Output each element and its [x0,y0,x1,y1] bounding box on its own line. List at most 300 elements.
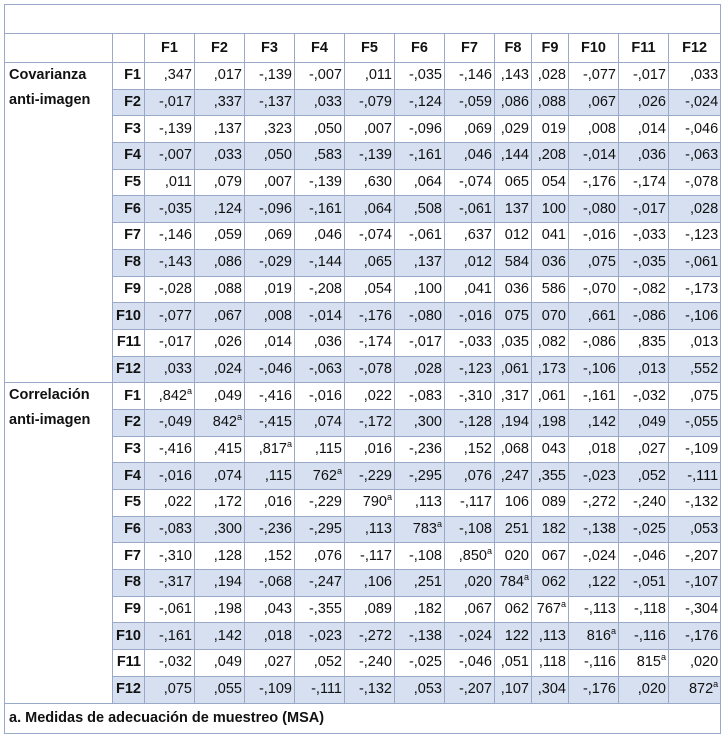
matrix-cell: ,018 [569,436,619,463]
matrix-cell: -,070 [569,276,619,303]
matrix-cell: -,025 [619,516,669,543]
matrix-cell: -,146 [145,223,195,250]
matrix-cell: 816$^a$ [569,623,619,650]
matrix-cell: ,065 [345,249,395,276]
row-label: F2 [113,89,145,116]
matrix-cell: ,008 [245,303,295,330]
row-label: F9 [113,276,145,303]
matrix-cell: ,064 [395,169,445,196]
matrix-cell: -,173 [669,276,721,303]
matrix-cell: -,132 [345,676,395,703]
matrix-cell: ,067 [445,596,495,623]
group-label: Covarianza anti-imagen [5,63,113,383]
matrix-cell: ,027 [245,650,295,677]
matrix-cell: ,069 [245,223,295,250]
matrix-cell: ,046 [445,143,495,170]
matrix-cell: -,074 [445,169,495,196]
matrix-cell: ,068 [495,436,532,463]
table-row [5,383,721,410]
matrix-cell: ,100 [395,276,445,303]
matrix-cell: ,050 [295,116,345,143]
header-row [5,34,721,63]
matrix-cell: 815$^a$ [619,650,669,677]
table-row [5,329,721,356]
matrix-cell: -,416 [145,436,195,463]
matrix-cell: -,310 [145,543,195,570]
matrix-cell: ,194 [195,570,245,597]
matrix-cell: ,013 [669,329,721,356]
matrix-cell: ,061 [495,356,532,383]
matrix-cell: -,035 [619,249,669,276]
matrix-cell: -,143 [145,249,195,276]
footnote: a. Medidas de adecuación de muestreo (MSA) [5,703,721,733]
matrix-cell: -,174 [345,329,395,356]
matrix-cell: -,108 [395,543,445,570]
matrix-cell: -,086 [569,329,619,356]
matrix-cell: ,022 [145,490,195,517]
matrix-cell: -,096 [395,116,445,143]
column-header: F8 [495,34,532,63]
matrix-cell: ,033 [295,89,345,116]
matrix-cell: -,176 [345,303,395,330]
matrix-cell: 075 [495,303,532,330]
matrix-cell: ,142 [569,409,619,436]
table-row [5,196,721,223]
table-row [5,143,721,170]
matrix-cell: -,207 [445,676,495,703]
matrix-cell: ,835 [619,329,669,356]
matrix-cell: -,144 [295,249,345,276]
matrix-cell: -,108 [445,516,495,543]
matrix-cell: 122 [495,623,532,650]
matrix-cell: -,111 [295,676,345,703]
matrix-cell: -,014 [569,143,619,170]
matrix-cell: -,113 [569,596,619,623]
matrix-cell: ,067 [195,303,245,330]
matrix-cell: 062 [495,596,532,623]
matrix-cell: 100 [532,196,569,223]
matrix-cell: ,075 [669,383,721,410]
matrix-cell: -,061 [445,196,495,223]
matrix-cell: -,117 [345,543,395,570]
matrix-cell: -,207 [669,543,721,570]
matrix-cell: ,143 [495,63,532,90]
matrix-cell: ,128 [195,543,245,570]
matrix-cell: -,123 [669,223,721,250]
matrix-cell: -,025 [395,650,445,677]
matrix-cell: ,016 [345,436,395,463]
matrix-cell: ,304 [532,676,569,703]
matrix-cell: ,076 [445,463,495,490]
matrix-cell: ,106 [345,570,395,597]
matrix-cell: -,061 [145,596,195,623]
matrix-cell: ,251 [395,570,445,597]
matrix-cell: -,176 [569,676,619,703]
footnote-row [5,703,721,733]
matrix-cell: ,067 [569,89,619,116]
matrix-cell: ,024 [195,356,245,383]
matrix-cell: 251 [495,516,532,543]
matrix-cell: ,075 [569,249,619,276]
matrix-cell: 784$^a$ [495,570,532,597]
matrix-cell: ,012 [445,249,495,276]
matrix-cell: -,304 [669,596,721,623]
matrix-cell: ,113 [395,490,445,517]
matrix-cell: ,247 [495,463,532,490]
matrix-cell: -,077 [569,63,619,90]
matrix-cell: ,033 [669,63,721,90]
matrix-cell: ,052 [619,463,669,490]
matrix-cell: -,078 [345,356,395,383]
matrix-cell: -,083 [395,383,445,410]
matrix-cell: -,295 [295,516,345,543]
matrix-cell: -,123 [445,356,495,383]
matrix-cell: ,028 [532,63,569,90]
matrix-cell: ,007 [345,116,395,143]
matrix-cell: 020 [495,543,532,570]
matrix-cell: -,029 [245,249,295,276]
matrix-cell: -,176 [669,623,721,650]
column-header: F12 [669,34,721,63]
matrix-cell: 036 [532,249,569,276]
table-row [5,223,721,250]
matrix-cell: -,014 [295,303,345,330]
matrix-cell: -,024 [669,89,721,116]
anti-image-matrix-table [4,4,721,734]
matrix-cell: -,138 [569,516,619,543]
matrix-cell: -,240 [619,490,669,517]
matrix-cell: ,113 [345,516,395,543]
matrix-cell: 067 [532,543,569,570]
matrix-cell: 182 [532,516,569,543]
row-label: F10 [113,303,145,330]
matrix-cell: ,041 [445,276,495,303]
matrix-cell: -,032 [619,383,669,410]
row-label: F9 [113,596,145,623]
matrix-cell: -,106 [669,303,721,330]
matrix-cell: -,074 [345,223,395,250]
row-label: F12 [113,356,145,383]
matrix-cell: ,036 [295,329,345,356]
matrix-cell: ,173 [532,356,569,383]
matrix-cell: ,118 [532,650,569,677]
row-label: F7 [113,543,145,570]
matrix-cell: ,122 [569,570,619,597]
matrix-cell: ,017 [195,63,245,90]
matrix-cell: -,086 [619,303,669,330]
matrix-cell: ,208 [532,143,569,170]
matrix-cell: ,088 [195,276,245,303]
column-header: F1 [145,34,195,63]
table-row [5,676,721,703]
matrix-cell: 872$^a$ [669,676,721,703]
matrix-cell: ,076 [295,543,345,570]
matrix-cell: -,049 [145,409,195,436]
matrix-cell: -,107 [669,570,721,597]
matrix-cell: ,043 [245,596,295,623]
row-label: F5 [113,169,145,196]
table-row [5,596,721,623]
matrix-cell: ,115 [245,463,295,490]
row-label: F7 [113,223,145,250]
matrix-cell: ,014 [245,329,295,356]
matrix-cell: ,074 [295,409,345,436]
matrix-cell: ,013 [619,356,669,383]
matrix-cell: ,842$^a$ [145,383,195,410]
matrix-cell: 062 [532,570,569,597]
matrix-cell: -,208 [295,276,345,303]
matrix-cell: ,086 [195,249,245,276]
matrix-cell: -,317 [145,570,195,597]
table-row [5,623,721,650]
matrix-cell: -,247 [295,570,345,597]
matrix-cell: ,317 [495,383,532,410]
matrix-cell: -,016 [295,383,345,410]
matrix-cell: -,146 [445,63,495,90]
matrix-cell: ,055 [195,676,245,703]
matrix-cell: ,029 [495,116,532,143]
matrix-cell: ,064 [345,196,395,223]
matrix-cell: ,059 [195,223,245,250]
matrix-cell: -,046 [245,356,295,383]
matrix-cell: ,182 [395,596,445,623]
anti-image-matrix-panel [4,4,720,734]
matrix-cell: ,124 [195,196,245,223]
table-row [5,169,721,196]
matrix-cell: ,049 [195,383,245,410]
matrix-cell: ,061 [532,383,569,410]
matrix-cell: -,139 [345,143,395,170]
matrix-cell: 137 [495,196,532,223]
matrix-cell: -,161 [395,143,445,170]
matrix-cell: -,078 [669,169,721,196]
matrix-cell: -,111 [669,463,721,490]
table-row [5,409,721,436]
table-row [5,650,721,677]
matrix-cell: -,017 [145,329,195,356]
matrix-cell: -,416 [245,383,295,410]
matrix-cell: ,050 [245,143,295,170]
matrix-cell: ,069 [445,116,495,143]
matrix-cell: -,017 [619,63,669,90]
matrix-cell: -,161 [145,623,195,650]
matrix-cell: -,109 [669,436,721,463]
table-row [5,89,721,116]
matrix-cell: ,172 [195,490,245,517]
matrix-cell: ,088 [532,89,569,116]
matrix-cell: ,049 [619,409,669,436]
header-corner [5,34,113,63]
column-header: F6 [395,34,445,63]
title-row [5,5,721,34]
matrix-cell: 762$^a$ [295,463,345,490]
matrix-cell: -,116 [619,623,669,650]
matrix-cell: ,054 [345,276,395,303]
matrix-cell: ,144 [495,143,532,170]
matrix-cell: ,026 [195,329,245,356]
matrix-cell: ,583 [295,143,345,170]
column-header: F3 [245,34,295,63]
matrix-cell: ,022 [345,383,395,410]
matrix-cell: ,113 [532,623,569,650]
matrix-cell: ,079 [195,169,245,196]
matrix-cell: -,229 [345,463,395,490]
matrix-cell: -,033 [619,223,669,250]
matrix-cell: ,152 [445,436,495,463]
matrix-cell: -,059 [445,89,495,116]
row-label: F2 [113,409,145,436]
matrix-cell: ,028 [395,356,445,383]
matrix-cell: ,035 [495,329,532,356]
matrix-cell: ,020 [669,650,721,677]
column-header: F2 [195,34,245,63]
table-row [5,543,721,570]
matrix-cell: -,023 [569,463,619,490]
matrix-cell: -,063 [295,356,345,383]
matrix-cell: -,016 [145,463,195,490]
matrix-cell: -,061 [395,223,445,250]
matrix-cell: 070 [532,303,569,330]
matrix-cell: -,082 [619,276,669,303]
matrix-cell: ,046 [295,223,345,250]
matrix-cell: ,850$^a$ [445,543,495,570]
row-label: F4 [113,143,145,170]
matrix-cell: 041 [532,223,569,250]
matrix-cell: 790$^a$ [345,490,395,517]
matrix-cell: -,032 [145,650,195,677]
matrix-cell: -,077 [145,303,195,330]
matrix-cell: -,132 [669,490,721,517]
matrix-cell: ,508 [395,196,445,223]
matrix-cell: ,027 [619,436,669,463]
column-header: F4 [295,34,345,63]
matrix-cell: ,817$^a$ [245,436,295,463]
table-row [5,63,721,90]
matrix-cell: ,051 [495,650,532,677]
matrix-cell: -,310 [445,383,495,410]
matrix-cell: ,630 [345,169,395,196]
matrix-cell: ,142 [195,623,245,650]
matrix-cell: -,124 [395,89,445,116]
matrix-cell: -,128 [445,409,495,436]
matrix-cell: ,347 [145,63,195,90]
matrix-cell: -,017 [619,196,669,223]
table-row [5,276,721,303]
column-header: F5 [345,34,395,63]
matrix-cell: 043 [532,436,569,463]
matrix-cell: -,068 [245,570,295,597]
matrix-cell: ,019 [245,276,295,303]
table-row [5,490,721,517]
matrix-cell: -,046 [669,116,721,143]
matrix-cell: ,020 [445,570,495,597]
matrix-cell: -,106 [569,356,619,383]
matrix-cell: ,415 [195,436,245,463]
table-row [5,516,721,543]
matrix-cell: -,174 [619,169,669,196]
matrix-cell: ,074 [195,463,245,490]
row-label: F11 [113,650,145,677]
matrix-cell: -,080 [395,303,445,330]
matrix-cell: -,079 [345,89,395,116]
matrix-cell: ,137 [395,249,445,276]
matrix-cell: -,117 [445,490,495,517]
matrix-cell: 012 [495,223,532,250]
table-row [5,303,721,330]
matrix-cell: -,139 [295,169,345,196]
matrix-cell: -,172 [345,409,395,436]
matrix-cell: ,007 [245,169,295,196]
matrix-cell: 106 [495,490,532,517]
matrix-cell: ,053 [395,676,445,703]
row-label: F3 [113,116,145,143]
matrix-cell: 054 [532,169,569,196]
matrix-cell: -,007 [145,143,195,170]
matrix-cell: -,415 [245,409,295,436]
matrix-cell: -,035 [145,196,195,223]
matrix-cell: -,028 [145,276,195,303]
matrix-cell: ,107 [495,676,532,703]
table-row [5,436,721,463]
matrix-cell: ,089 [345,596,395,623]
matrix-cell: -,063 [669,143,721,170]
matrix-cell: -,240 [345,650,395,677]
matrix-cell: -,080 [569,196,619,223]
matrix-cell: ,008 [569,116,619,143]
matrix-cell: -,295 [395,463,445,490]
matrix-cell: ,052 [295,650,345,677]
matrix-cell: -,272 [569,490,619,517]
matrix-cell: ,661 [569,303,619,330]
matrix-cell: -,139 [145,116,195,143]
matrix-cell: 584 [495,249,532,276]
row-label: F6 [113,516,145,543]
matrix-cell: -,109 [245,676,295,703]
matrix-cell: 767$^a$ [532,596,569,623]
matrix-cell: -,139 [245,63,295,90]
matrix-cell: -,161 [569,383,619,410]
matrix-cell: -,272 [345,623,395,650]
title-cell [5,5,721,34]
matrix-cell: ,194 [495,409,532,436]
matrix-cell: ,137 [195,116,245,143]
row-label: F10 [113,623,145,650]
matrix-cell: ,323 [245,116,295,143]
matrix-cell: ,115 [295,436,345,463]
matrix-cell: ,049 [195,650,245,677]
matrix-cell: 089 [532,490,569,517]
matrix-cell: 842$^a$ [195,409,245,436]
matrix-cell: ,016 [245,490,295,517]
matrix-cell: 783$^a$ [395,516,445,543]
matrix-cell: -,118 [619,596,669,623]
matrix-cell: -,229 [295,490,345,517]
group-label: Correlación anti-imagen [5,383,113,703]
row-label: F6 [113,196,145,223]
matrix-cell: -,236 [395,436,445,463]
matrix-cell: ,053 [669,516,721,543]
matrix-cell: -,017 [145,89,195,116]
matrix-cell: -,096 [245,196,295,223]
matrix-cell: 019 [532,116,569,143]
matrix-cell: -,137 [245,89,295,116]
matrix-cell: -,161 [295,196,345,223]
matrix-cell: -,007 [295,63,345,90]
matrix-cell: -,083 [145,516,195,543]
row-label: F1 [113,63,145,90]
matrix-cell: -,176 [569,169,619,196]
matrix-cell: 065 [495,169,532,196]
